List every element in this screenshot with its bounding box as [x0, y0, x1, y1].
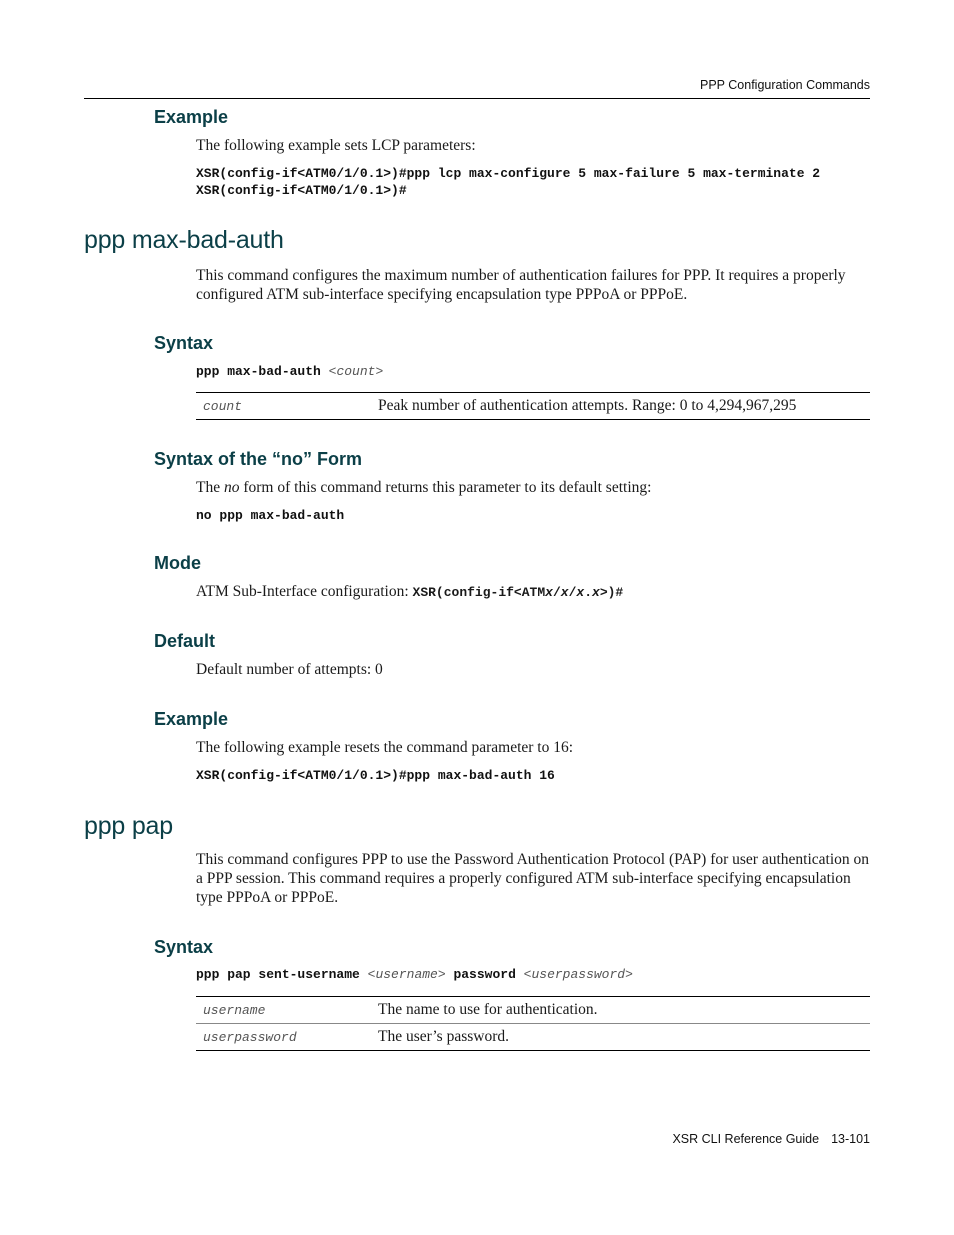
- pap-parameter-table: [196, 996, 870, 1051]
- mode-prompt-part: .: [584, 585, 593, 600]
- no-form-text-suffix: form of this command returns this parameter to its default setting:: [239, 479, 652, 496]
- header-rule: [84, 98, 870, 99]
- pap-syntax-param-username: <username>: [367, 967, 446, 982]
- no-form-command: no ppp max-bad-auth: [196, 508, 345, 523]
- parameter-description: Peak number of authentication attempts. Range: 0 to 4,294,967,295: [378, 393, 870, 420]
- mode-prompt-part: /: [568, 585, 577, 600]
- footer-page-number: 13-101: [831, 1132, 870, 1146]
- footer-guide-title: XSR CLI Reference Guide: [672, 1132, 820, 1146]
- command-title-max-bad-auth: ppp max-bad-auth: [84, 226, 284, 254]
- no-keyword: no: [223, 479, 240, 496]
- parameter-description: The name to use for authentication.: [378, 997, 870, 1024]
- mode-prompt-part: XSR(config-if<ATM: [412, 585, 546, 600]
- pap-syntax-heading: Syntax: [154, 937, 214, 957]
- page-footer: [672, 1132, 870, 1146]
- mode-prompt-var: x: [545, 585, 553, 600]
- running-header: PPP Configuration Commands: [700, 78, 870, 92]
- parameter-table: [196, 392, 870, 420]
- mode-prompt-part: /: [552, 585, 561, 600]
- no-form-text: [196, 478, 870, 497]
- mode-prompt: [413, 585, 624, 600]
- command-description: This command configures the maximum number of authentication failures for PPP. It requires a properly configured ATM sub-interface specifying encapsulation type PPPoA or PPPoE.: [196, 267, 846, 303]
- command-title-pap: ppp pap: [84, 812, 173, 840]
- syntax-parameter: <count>: [328, 364, 384, 379]
- parameter-name: count: [196, 393, 378, 420]
- syntax-command: ppp max-bad-auth: [196, 364, 321, 379]
- default-text: Default number of attempts: 0: [196, 661, 383, 678]
- pap-description: This command configures PPP to use the Password Authentication Protocol (PAP) for user authentication on a PPP session. This command requires a properly configured ATM sub-interface specifying encapsulation type PPPoA or PPPoE.: [196, 851, 870, 906]
- mode-label: ATM Sub-Interface configuration:: [196, 583, 413, 600]
- parameter-name: userpassword: [196, 1024, 378, 1051]
- pap-syntax-param-userpassword: <userpassword>: [523, 967, 633, 982]
- mode-prompt-var: x: [592, 585, 600, 600]
- parameter-description: The user’s password.: [378, 1024, 870, 1051]
- example-code-line-1: XSR(config-if<ATM0/1/0.1>)#ppp lcp max-configure 5 max-failure 5 max-terminate 2: [196, 166, 821, 181]
- example-text-2: The following example resets the command parameter to 16:: [196, 739, 574, 756]
- no-form-heading: Syntax of the “no” Form: [154, 449, 363, 469]
- example-text: The following example sets LCP parameters:: [196, 137, 476, 154]
- no-form-text-prefix: The: [196, 479, 224, 496]
- table-row: [196, 997, 870, 1024]
- table-row: [196, 1024, 870, 1051]
- example-code-2: XSR(config-if<ATM0/1/0.1>)#ppp max-bad-auth 16: [196, 768, 555, 783]
- mode-prompt-var: x: [560, 585, 569, 600]
- syntax-line: [196, 363, 383, 380]
- example-heading: Example: [154, 107, 229, 127]
- default-heading: Default: [154, 631, 216, 651]
- mode-text: [196, 582, 870, 602]
- parameter-name: username: [196, 997, 378, 1024]
- mode-prompt-var: x: [576, 585, 585, 600]
- pap-syntax-keyword-password: password: [445, 967, 524, 982]
- mode-heading: Mode: [154, 553, 201, 573]
- example-code-line-2: XSR(config-if<ATM0/1/0.1>)#: [196, 183, 407, 198]
- table-row: [196, 393, 870, 420]
- pap-syntax-line: [196, 966, 633, 983]
- mode-prompt-part: >)#: [599, 585, 624, 600]
- syntax-heading: Syntax: [154, 333, 214, 353]
- pap-syntax-command: ppp pap sent-username: [196, 967, 368, 982]
- example-heading-2: Example: [154, 709, 229, 729]
